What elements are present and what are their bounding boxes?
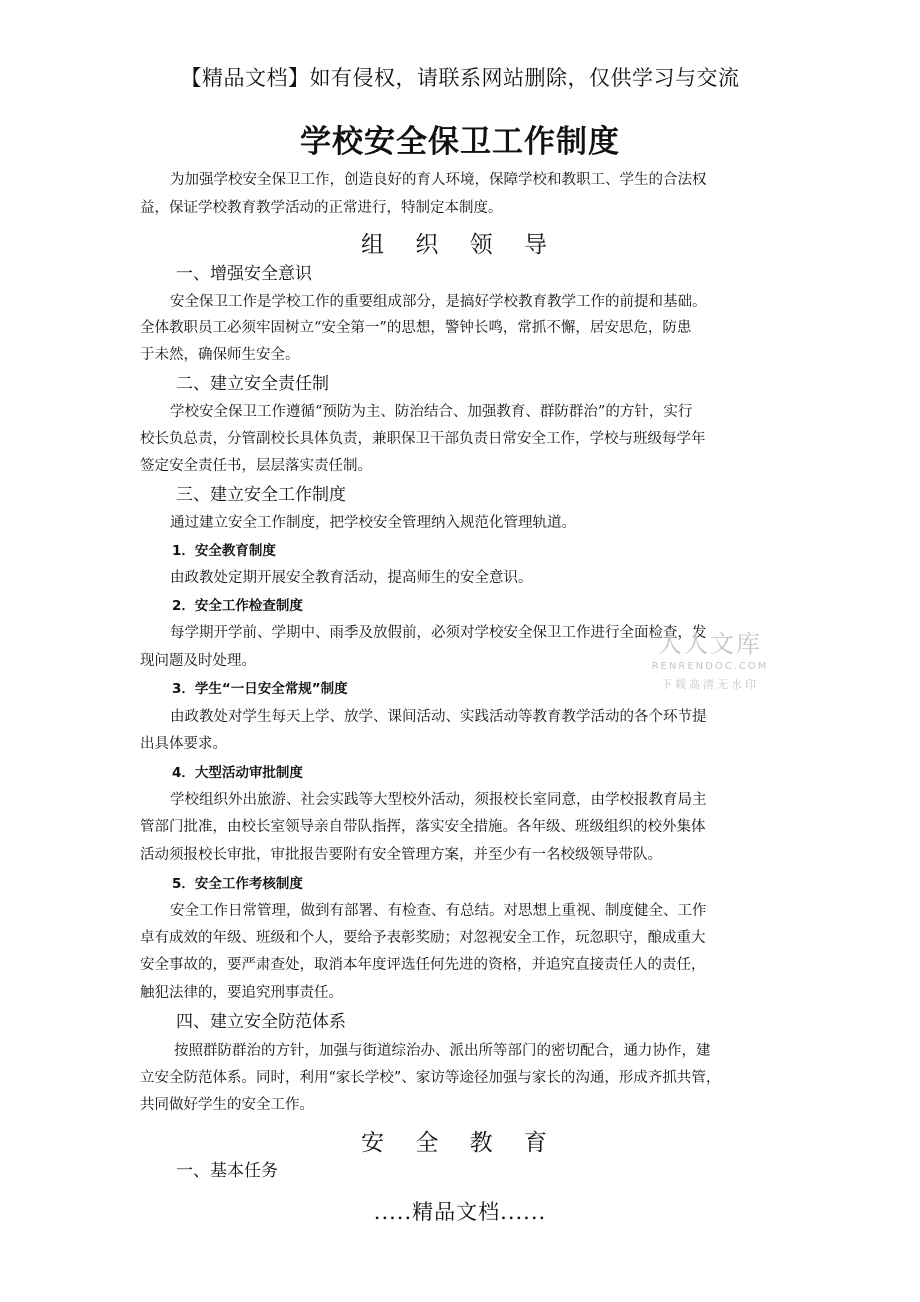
paragraph-line: 按照群防群治的方针，加强与街道综治办、派出所等部门的密切配合，通力协作，建: [174, 1043, 711, 1059]
paragraph-line: 出具体要求。: [140, 736, 227, 752]
subheading-daily-routine: 3．学生“一日安全常规”制度: [172, 681, 348, 697]
intro-line-2: 益，保证学校教育教学活动的正常进行，特制定本制度。: [140, 200, 503, 216]
paragraph-line: 管部门批准，由校长室领导亲自带队指挥，落实安全措施。各年级、班级组织的校外集体: [140, 819, 706, 835]
watermark-slogan-text: 下载高清无水印: [661, 678, 759, 691]
subheading-education-system: 1．安全教育制度: [172, 543, 276, 559]
subheading-inspection-system: 2．安全工作检查制度: [172, 598, 303, 614]
subheading-activity-approval: 4．大型活动审批制度: [172, 765, 303, 781]
paragraph-line: 由政教处对学生每天上学、放学、课间活动、实践活动等教育教学活动的各个环节提: [170, 709, 707, 725]
heading-work-system: 三、建立安全工作制度: [176, 485, 346, 505]
paragraph-line: 现问题及时处理。: [140, 653, 256, 669]
paragraph-line: 安全事故的，要严肃查处，取消本年度评选任何先进的资格，并追究直接责任人的责任，: [140, 957, 706, 973]
heading-safety-awareness: 一、增强安全意识: [176, 264, 312, 284]
paragraph-line: 每学期开学前、学期中、雨季及放假前，必须对学校安全保卫工作进行全面检查，发: [170, 625, 707, 641]
subheading-assessment-system: 5．安全工作考核制度: [172, 876, 303, 892]
paragraph-line: 全体教职员工必须牢固树立“安全第一”的思想，警钟长鸣，常抓不懈，居安思危，防患: [140, 320, 692, 336]
paragraph-line: 触犯法律的，要追究刑事责任。: [140, 985, 343, 1001]
document-title: 学校安全保卫工作制度: [300, 124, 620, 160]
paragraph-line: 校长负总责，分管副校长具体负责，兼职保卫干部负责日常安全工作，学校与班级每学年: [140, 431, 706, 447]
paragraph-line: 于未然，确保师生安全。: [140, 347, 300, 363]
paragraph-line: 学校安全保卫工作遵循“预防为主、防治结合、加强教育、群防群治”的方针，实行: [170, 404, 693, 420]
paragraph-line: 共同做好学生的安全工作。: [140, 1097, 314, 1113]
watermark-main-text: 人人文库: [658, 630, 762, 658]
paragraph-line: 通过建立安全工作制度，把学校安全管理纳入规范化管理轨道。: [170, 515, 576, 531]
heading-prevention-system: 四、建立安全防范体系: [176, 1012, 346, 1032]
watermark-logo: [642, 624, 778, 692]
watermark-site-text: RENRENDOC.COM: [651, 661, 769, 672]
paragraph-line: 学校组织外出旅游、社会实践等大型校外活动，须报校长室同意，由学校报教育局主: [170, 792, 707, 808]
heading-responsibility: 二、建立安全责任制: [176, 374, 329, 394]
paragraph-line: 由政教处定期开展安全教育活动，提高师生的安全意识。: [170, 570, 533, 586]
paragraph-line: 卓有成效的年级、班级和个人，要给予表彰奖励；对忽视安全工作，玩忽职守，酿成重大: [140, 930, 706, 946]
heading-basic-tasks: 一、基本任务: [176, 1161, 278, 1181]
intro-line-1: 为加强学校安全保卫工作，创造良好的育人环境，保障学校和教职工、学生的合法权: [170, 172, 707, 188]
paragraph-line: 立安全防范体系。同时，利用“家长学校”、家访等途径加强与家长的沟通，形成齐抓共管，: [140, 1070, 721, 1086]
paragraph-line: 签定安全责任书，层层落实责任制。: [140, 458, 372, 474]
paragraph-line: 安全工作日常管理，做到有部署、有检查、有总结。对思想上重视、制度健全、工作: [170, 903, 707, 919]
section-title-organization: 组 织 领 导: [361, 232, 559, 258]
paragraph-line: 安全保卫工作是学校工作的重要组成部分，是搞好学校教育教学工作的前提和基础。: [170, 294, 707, 310]
section-title-safety-education: 安 全 教 育: [361, 1130, 559, 1156]
header-notice: 【精品文档】如有侵权，请联系网站删除，仅供学习与交流: [180, 66, 740, 90]
paragraph-line: 活动须报校长审批，审批报告要附有安全管理方案，并至少有一名校级领导带队。: [140, 847, 662, 863]
footer-text: .....精品文档......: [373, 1200, 547, 1224]
